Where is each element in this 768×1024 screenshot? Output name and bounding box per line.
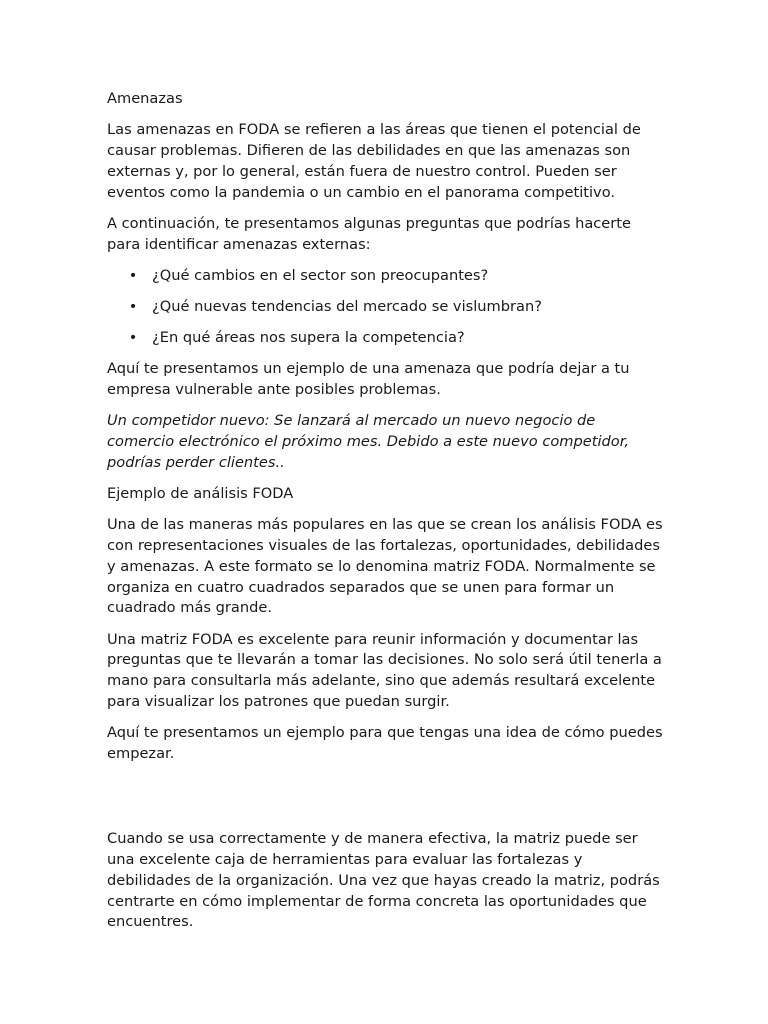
paragraph-closing: Cuando se usa correctamente y de manera efectiva, la matriz puede ser una excelente caja de herramientas para evaluar las fortalezas y debilidades de la organización. Una vez que hayas creado la matriz, podrás centrarte en cómo implementar de forma concreta las oportunidades que encuentres.	[107, 830, 660, 931]
paragraph-questions-intro: A continuación, te presentamos algunas preguntas que podrías hacerte para identificar amenazas externas:	[107, 214, 631, 253]
bullet-icon: •	[128, 297, 138, 315]
paragraph-foda-example-lead: Aquí te presentamos un ejemplo para que tengas una idea de cómo puedes empezar.	[107, 724, 663, 763]
paragraph-example-intro: Aquí te presentamos un ejemplo de una amenaza que podría dejar a tu empresa vulnerable ante posibles problemas.	[107, 360, 630, 399]
bullet-icon: •	[128, 266, 138, 284]
bullet-icon: •	[128, 329, 138, 347]
paragraph-threat-example: Un competidor nuevo: Se lanzará al mercado un nuevo negocio de comercio electrónico el próximo mes. Debido a este nuevo competidor, podrías perder clientes..	[107, 412, 630, 471]
list-item-text: ¿Qué cambios en el sector son preocupantes?	[152, 266, 489, 284]
heading-amenazas: Amenazas	[107, 90, 183, 107]
list-item	[107, 328, 667, 349]
list-item	[107, 297, 667, 318]
paragraph-foda-matrix-intro: Una de las maneras más populares en las que se crean los análisis FODA es con representaciones visuales de las fortalezas, oportunidades, debilidades y amenazas. A este formato se lo denomina matriz FODA. Normalmente se organiza en cuatro cuadrados separados que se unen para formar un cuadrado más grande.	[107, 516, 663, 617]
questions-list	[107, 266, 667, 349]
list-item-text: ¿Qué nuevas tendencias del mercado se vislumbran?	[152, 297, 542, 315]
paragraph-amenazas-definition: Las amenazas en FODA se refieren a las áreas que tienen el potencial de causar problemas. Difieren de las debilidades en que las amenazas son externas y, por lo general, están fuera de nuestro control. Pueden ser eventos como la pandemia o un cambio en el panorama competitivo.	[107, 121, 641, 201]
image-placeholder-gap	[107, 775, 667, 829]
list-item	[107, 266, 667, 287]
heading-ejemplo-foda: Ejemplo de análisis FODA	[107, 485, 294, 503]
document-page	[107, 89, 667, 944]
paragraph-foda-matrix-benefits: Una matriz FODA es excelente para reunir información y documentar las preguntas que te llevarán a tomar las decisiones. No solo será útil tenerla a mano para consultarla más adelante, sino que además resultará excelente para visualizar los patrones que puedan surgir.	[107, 630, 662, 711]
list-item-text: ¿En qué áreas nos supera la competencia?	[152, 329, 465, 347]
